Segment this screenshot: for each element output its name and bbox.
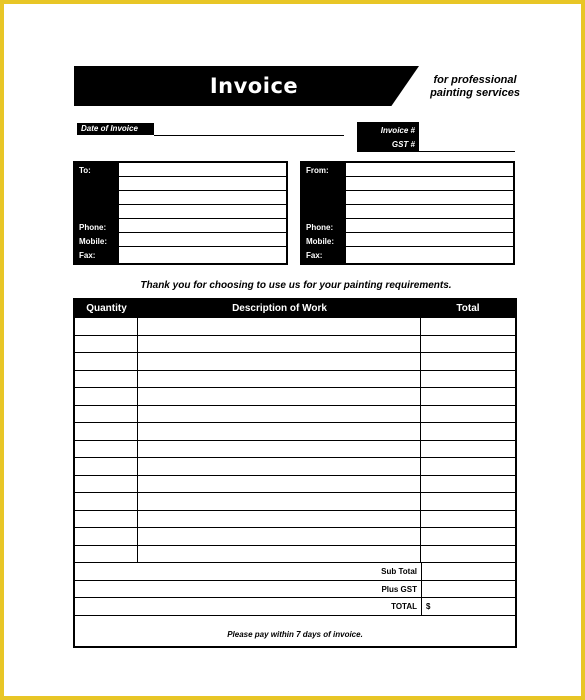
quantity-column-header: Quantity [86, 303, 127, 314]
from-address-line[interactable] [346, 163, 513, 177]
to-mobile-label: Mobile: [79, 237, 107, 246]
invoice-number-label-block [357, 122, 419, 152]
total-field[interactable]: $ [421, 598, 515, 615]
invoice-number-label: Invoice # [380, 126, 415, 135]
table-row [75, 546, 515, 564]
table-row [75, 353, 515, 371]
quantity-cell[interactable] [75, 511, 138, 528]
quantity-cell[interactable] [75, 493, 138, 510]
table-row [75, 441, 515, 459]
invoice-title: Invoice [209, 74, 299, 98]
description-cell[interactable] [138, 336, 421, 353]
tagline-line-1: for professional [433, 74, 517, 86]
tagline-line-2: painting services [430, 87, 520, 99]
quantity-cell[interactable] [75, 528, 138, 545]
gst-field[interactable] [421, 581, 515, 598]
to-fax-field[interactable] [119, 247, 286, 261]
quantity-cell[interactable] [75, 353, 138, 370]
total-cell[interactable] [421, 371, 515, 388]
description-cell[interactable] [138, 511, 421, 528]
total-cell[interactable] [421, 423, 515, 440]
from-address-line[interactable] [346, 205, 513, 219]
description-cell[interactable] [138, 423, 421, 440]
from-phone-field[interactable] [346, 219, 513, 233]
date-of-invoice-field[interactable] [154, 135, 344, 136]
total-cell[interactable] [421, 336, 515, 353]
total-cell[interactable] [421, 353, 515, 370]
description-cell[interactable] [138, 371, 421, 388]
quantity-cell[interactable] [75, 336, 138, 353]
invoice-number-field[interactable] [419, 123, 515, 138]
quantity-cell[interactable] [75, 371, 138, 388]
table-row [75, 458, 515, 476]
thank-you-message: Thank you for choosing to use us for your painting requirements. [140, 280, 452, 291]
to-label: To: [79, 166, 91, 175]
gst-row [75, 581, 515, 599]
from-address-line[interactable] [346, 191, 513, 205]
table-row [75, 528, 515, 546]
gst-underline [419, 151, 515, 152]
total-label: TOTAL [391, 602, 417, 611]
quantity-cell[interactable] [75, 423, 138, 440]
subtotal-field[interactable] [421, 563, 515, 580]
total-cell[interactable] [421, 458, 515, 475]
quantity-cell[interactable] [75, 476, 138, 493]
to-address-rows [119, 163, 286, 263]
total-cell[interactable] [421, 441, 515, 458]
plus-gst-label: Plus GST [381, 584, 417, 594]
to-address-line[interactable] [119, 205, 286, 219]
invoice-page [4, 4, 581, 696]
description-cell[interactable] [138, 546, 421, 563]
total-cell[interactable] [421, 511, 515, 528]
quantity-cell[interactable] [75, 388, 138, 405]
to-address-box [73, 161, 288, 265]
description-cell[interactable] [138, 388, 421, 405]
total-row [75, 598, 515, 616]
total-cell[interactable] [421, 388, 515, 405]
description-cell[interactable] [138, 318, 421, 335]
tagline [416, 74, 534, 100]
work-table [73, 298, 517, 648]
total-column-header: Total [456, 303, 480, 314]
from-mobile-label: Mobile: [306, 237, 334, 246]
subtotal-label: Sub Total [381, 567, 417, 576]
description-cell[interactable] [138, 476, 421, 493]
table-header [75, 300, 515, 318]
total-cell[interactable] [421, 493, 515, 510]
table-row [75, 371, 515, 389]
quantity-cell[interactable] [75, 546, 138, 563]
from-fax-label: Fax: [306, 251, 323, 260]
to-label-column [75, 163, 119, 263]
from-address-line[interactable] [346, 177, 513, 191]
description-cell[interactable] [138, 406, 421, 423]
table-row [75, 423, 515, 441]
total-cell[interactable] [421, 546, 515, 563]
table-row [75, 336, 515, 354]
payment-terms-note: Please pay within 7 days of invoice. [227, 630, 363, 639]
table-row [75, 388, 515, 406]
description-column-header: Description of Work [232, 303, 327, 314]
total-cell[interactable] [421, 476, 515, 493]
description-cell[interactable] [138, 458, 421, 475]
from-phone-label: Phone: [306, 223, 334, 232]
to-address-line[interactable] [119, 191, 286, 205]
from-address-rows [346, 163, 513, 263]
gst-number-label: GST # [391, 140, 415, 149]
quantity-cell[interactable] [75, 318, 138, 335]
table-row [75, 318, 515, 336]
table-row [75, 511, 515, 529]
description-cell[interactable] [138, 441, 421, 458]
table-row [75, 493, 515, 511]
description-cell[interactable] [138, 353, 421, 370]
to-address-line[interactable] [119, 163, 286, 177]
quantity-cell[interactable] [75, 458, 138, 475]
date-of-invoice-label: Date of Invoice [77, 123, 154, 135]
from-label: From: [306, 166, 329, 175]
table-body [75, 318, 515, 616]
description-cell[interactable] [138, 528, 421, 545]
to-fax-label: Fax: [79, 251, 96, 260]
from-label-column [302, 163, 346, 263]
to-phone-field[interactable] [119, 219, 286, 233]
description-cell[interactable] [138, 493, 421, 510]
to-address-line[interactable] [119, 177, 286, 191]
table-row [75, 476, 515, 494]
quantity-cell[interactable] [75, 441, 138, 458]
to-phone-label: Phone: [79, 223, 107, 232]
total-cell[interactable] [421, 406, 515, 423]
gst-number-field[interactable] [419, 137, 515, 152]
quantity-cell[interactable] [75, 406, 138, 423]
to-mobile-field[interactable] [119, 233, 286, 247]
total-cell[interactable] [421, 318, 515, 335]
subtotal-row [75, 563, 515, 581]
from-fax-field[interactable] [346, 247, 513, 261]
from-mobile-field[interactable] [346, 233, 513, 247]
table-row [75, 406, 515, 424]
from-address-box [300, 161, 515, 265]
total-cell[interactable] [421, 528, 515, 545]
